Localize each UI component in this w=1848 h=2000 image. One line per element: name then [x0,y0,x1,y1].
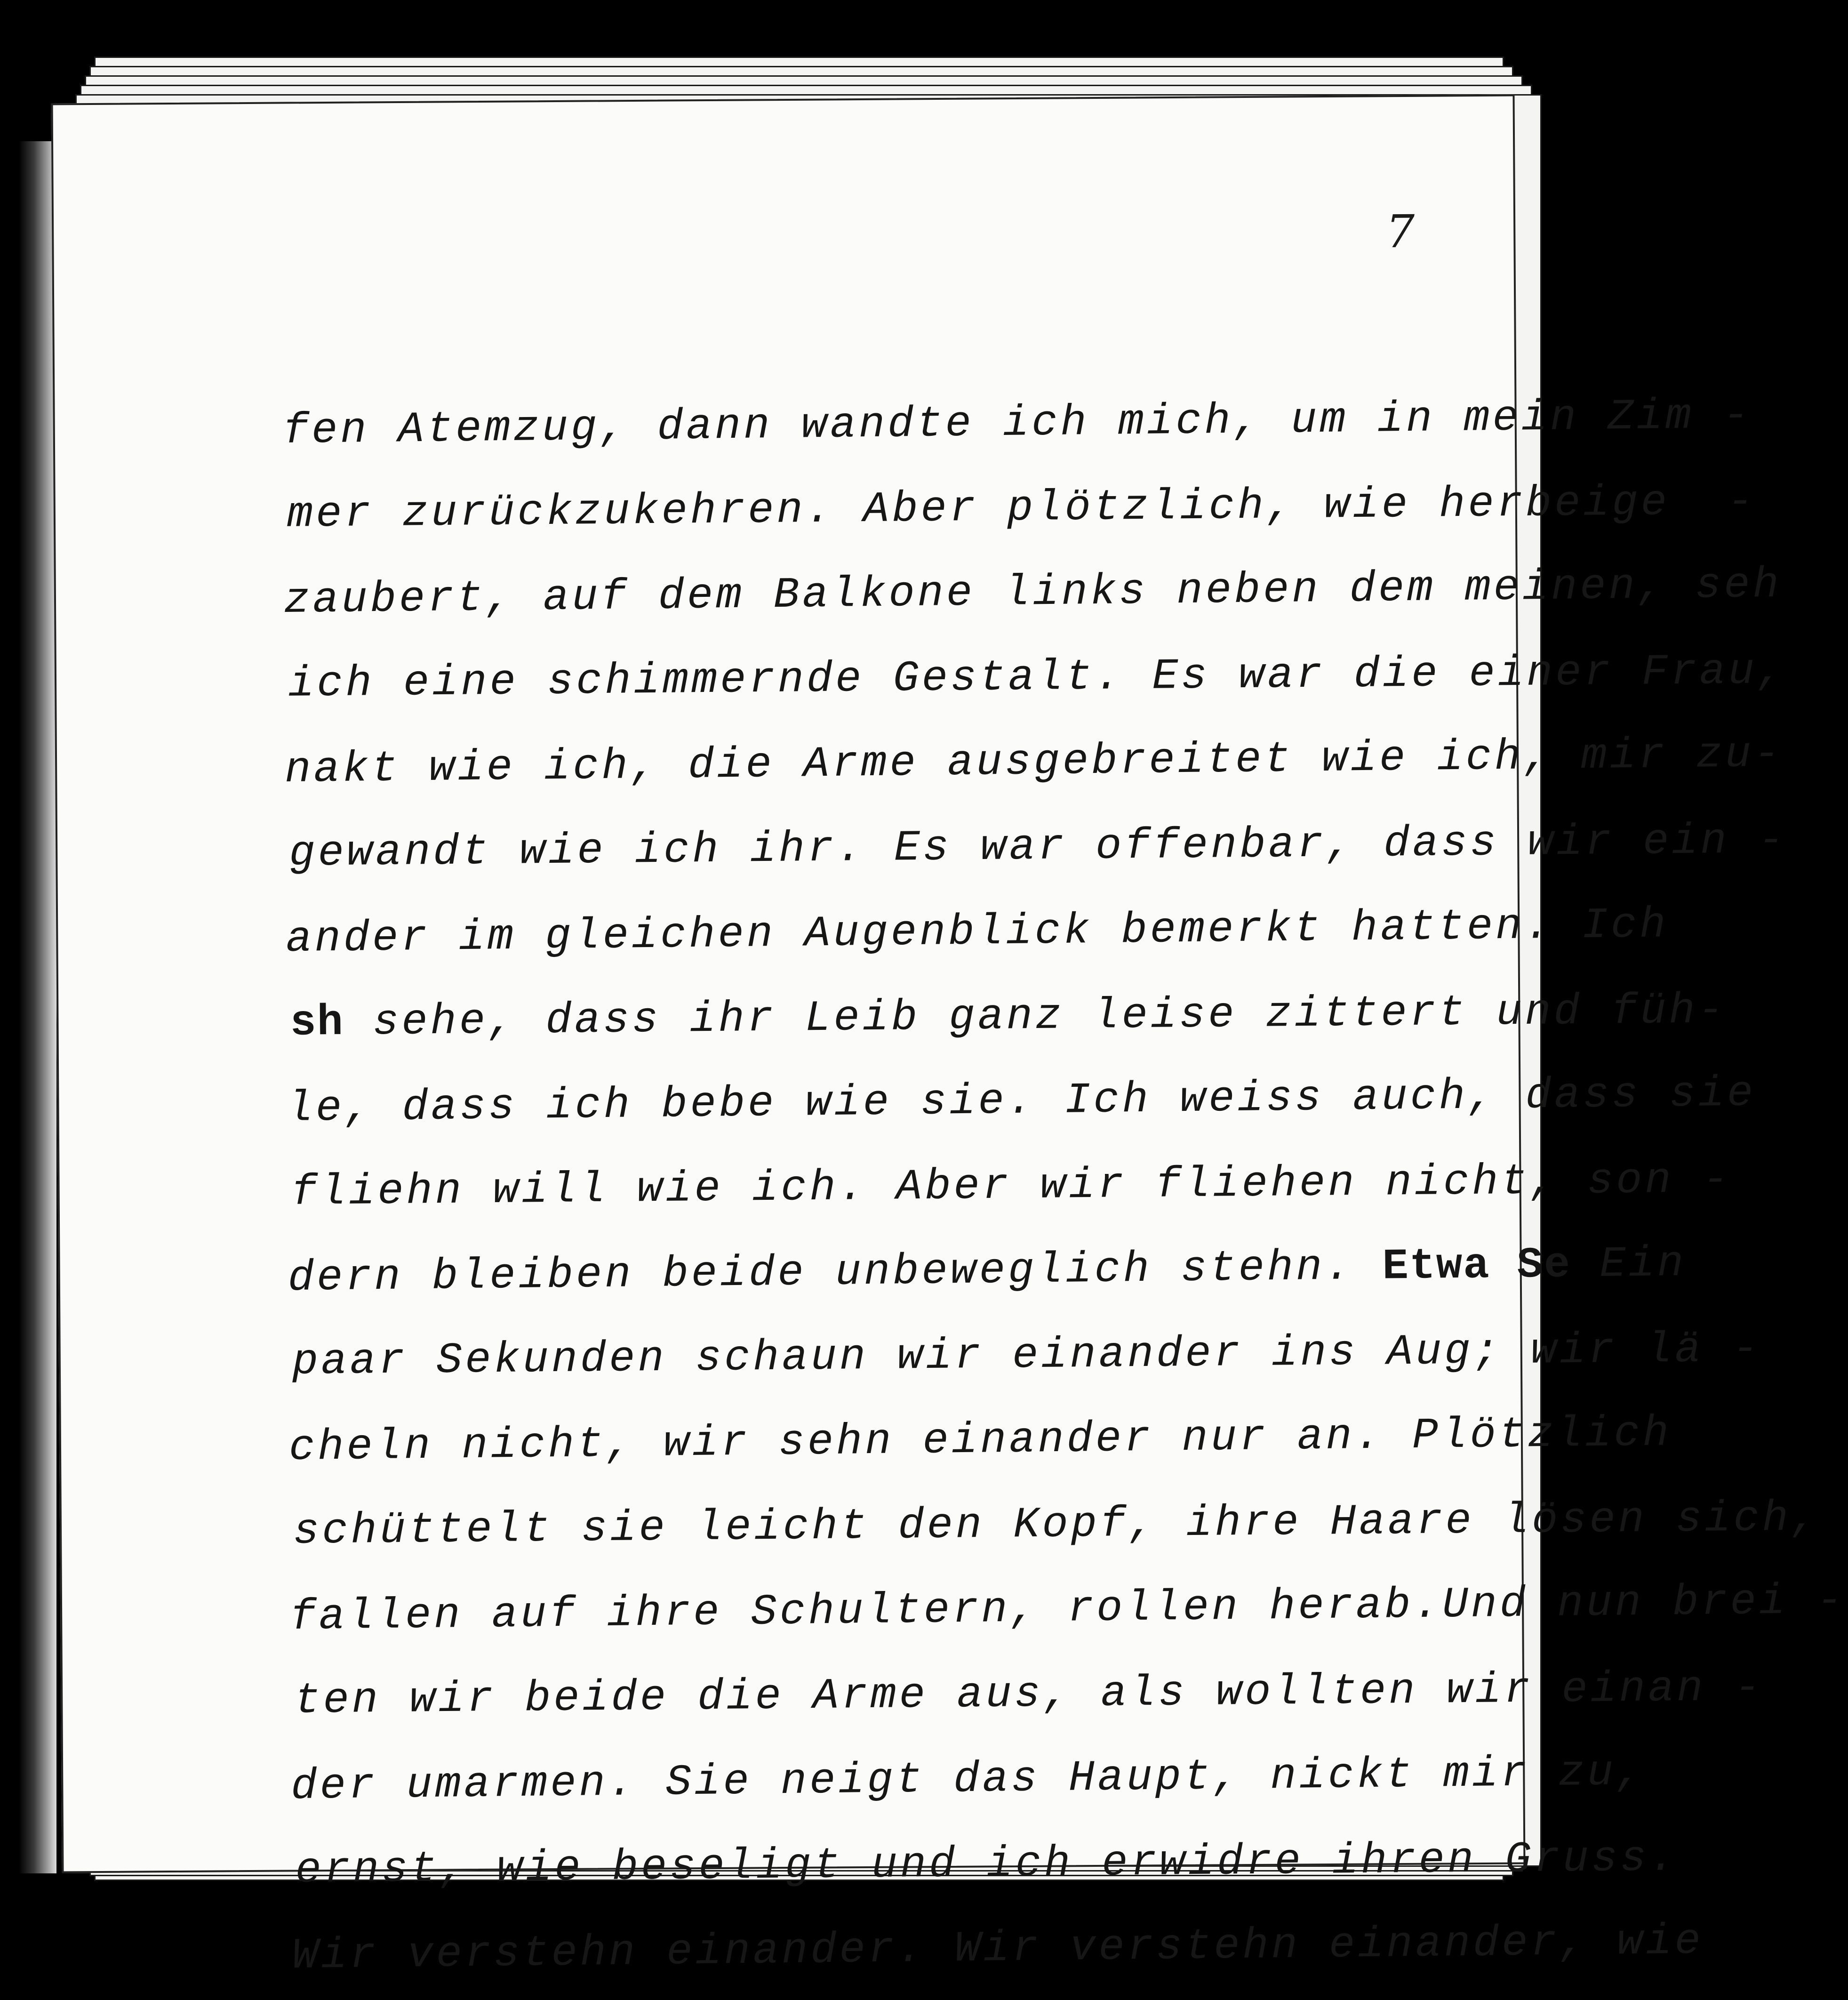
text-line: ernst, wie beseligt und ich erwidre ihren Gruss. [295,1833,1678,1895]
text-line: ten wir beide die Arme aus, als wollten wir einan - [294,1663,1764,1726]
text-line: fen Atemzug, dann wandte ich mich, um in mein Zim - [282,391,1752,456]
text-line: nakt wie ich, die Arme ausgebreitet wie ich, mir zu- [284,729,1783,795]
text-line: cheln nicht, wir sehn einander nur an. Plötzlich [288,1408,1672,1472]
typewritten-text [280,379,1846,1996]
text-line-content: Ein [1599,1238,1687,1289]
overstruck-text: Etwa Se [1382,1240,1571,1292]
text-line: schüttelt sie leicht den Kopf, ihre Haare lösen sich, [293,1493,1820,1556]
text-line: zaubert, auf dem Balkone links neben dem meinen, seh [283,560,1782,626]
typewritten-page [51,95,1846,1981]
overstruck-text: sh [290,997,344,1048]
text-line: paar Sekunden schaun wir einander ins Aug; wir lä - [292,1324,1761,1387]
text-line [288,1224,1687,1321]
text-line: gewandt wie ich ihr. Es war offenbar, dass wir ein - [288,815,1787,878]
text-line: Wir verstehn einander. Wir verstehn einander, wie [292,1916,1704,1981]
text-line: fliehn will wie ich. Aber wir fliehen nicht, son - [291,1155,1732,1217]
text-line: der umarmen. Sie neigt das Haupt, nickt mir zu, [290,1747,1645,1811]
page-number: 7 [1385,205,1415,258]
text-line [290,971,1727,1066]
text-line: le, dass ich bebe wie sie. Ich weiss auch, dass sie [287,1068,1756,1134]
text-line: fallen auf ihre Schultern, rollen herab.Und nun brei - [289,1576,1846,1642]
text-line: ich eine schimmernde Gestalt. Es war die einer Frau, [288,646,1786,709]
text-line: mer zurückzukehren. Aber plötzlich, wie herbeige - [287,477,1756,539]
text-line-content: sehe, dass ihr Leib ganz leise zittert und füh- [372,986,1727,1047]
text-line-content: dern bleiben beide unbeweglich stehn. [288,1242,1354,1303]
text-line: ander im gleichen Augenblick bemerkt hatten. Ich [285,900,1669,964]
page-binding-shadow [19,141,56,1873]
